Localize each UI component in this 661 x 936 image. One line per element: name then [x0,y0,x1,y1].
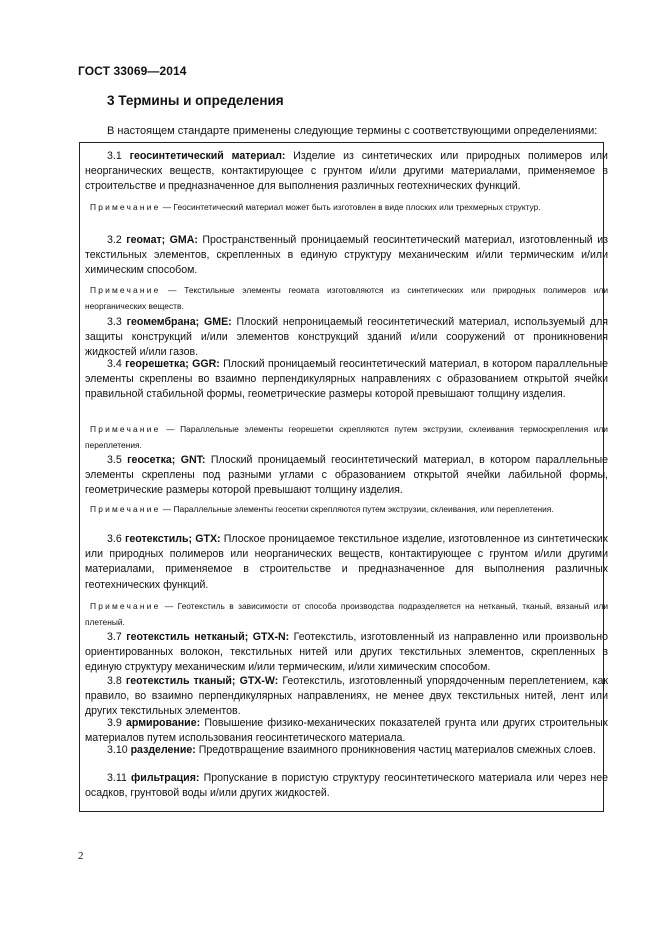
note-3-2 [85,283,608,314]
term-3-10 [85,743,608,758]
term-number: 3.9 [107,717,122,729]
term-name: армирование: [126,717,201,729]
term-number: 3.3 [107,316,122,328]
note-3-6 [85,599,608,630]
term-definition: Плоское проницаемое текстильное изделие, изготовленное из синтетических или природных полимеров или неорганических веществ, контактирующее с грунтом и/или другими материалами, применяемое в строительстве и предназначенное для выполнения различных геотехнических функций. [85,533,608,591]
term-number: 3.8 [107,675,122,687]
term-definition: Изделие из синтетических или природных полимеров или неорганических веществ, контактирующее с грунтом и/или другими материалами, применяемое в строительстве и предназначенное для выполнения различных геотехнических функций. [85,150,608,193]
term-3-9 [85,716,608,746]
term-name: геотекстиль нетканый; GTX-N: [126,631,290,643]
term-number: 3.4 [107,358,122,370]
term-name: геомат; GMA: [126,234,198,246]
term-definition: Геотекстиль, изготовленный из направленно или произвольно ориентированных волокон, текстильных нитей или других текстильных элементов, скрепленных в единую структуру механическим и/или термическим, и/или химическим способом. [85,631,609,674]
note-text: — Текстильные элементы геомата изготовляются из синтетических или природных полимеров или неорганических веществ. [85,285,608,311]
term-definition: Предотвращение взаимного проникновения частиц материалов смежных слоев. [195,744,596,756]
note-3-1 [85,200,608,216]
term-3-7 [85,630,608,676]
note-text: — Геотекстиль в зависимости от способа производства подразделяется на нетканый, тканый, вязаный или плетеный. [85,601,608,627]
term-definition: Пространственный проницаемый геосинтетический материал, изготовленный из текстильных элементов, скрепленных в единую структуру механическим и/или термическим и/или химическим способом. [85,234,608,277]
term-number: 3.2 [107,234,122,246]
term-3-5 [85,453,608,499]
term-number: 3.10 [107,744,128,756]
page-number: 2 [78,850,84,862]
term-name: геосинтетический материал: [129,150,286,162]
term-definition: Плоский проницаемый геосинтетический материал, в котором параллельные элементы скреплены во взаимно перпендикулярных направлениях с образованием открытой ячейки правильной стабильной формы, геометрические размеры которой превышают толщину изделия. [85,358,609,401]
note-label: Примечание [90,601,161,611]
term-name: геотекстиль; GTX: [124,533,221,545]
term-3-1 [85,149,608,195]
note-label: Примечание [90,202,161,212]
term-3-8 [85,674,608,720]
term-definition: Геотекстиль, изготовленный упорядоченным переплетением, как правило, во взаимно перпендикулярных направлениях, не менее двух текстильных нитей, лент или других текстильных элементов. [85,675,608,718]
section-title: 3 Термины и определения [107,93,284,108]
term-3-2 [85,233,608,279]
term-number: 3.6 [107,533,122,545]
term-number: 3.1 [107,150,122,162]
intro-paragraph: В настоящем стандарте применены следующие термины с соответствующими определениями: [107,125,598,137]
term-definition: Плоский проницаемый геосинтетический материал, в котором параллельные элементы скреплены под разными углами с образованием открытой ячейки лабильной формы, геометрические размеры которой превышают толщину изделия. [85,454,608,497]
note-label: Примечание [90,424,161,434]
term-3-6 [85,532,608,593]
term-name: геотекстиль тканый; GTX-W: [125,675,279,687]
term-name: фильтрация: [131,772,200,784]
term-3-4 [85,357,608,403]
note-text: — Параллельные элементы геосетки скрепляются путем экструзии, склеивания, или переплетения. [160,504,554,514]
term-name: геосетка; GNT: [127,454,206,466]
term-name: геомембрана; GME: [126,316,232,328]
note-text: — Геосинтетический материал может быть изготовлен в виде плоских или трехмерных структур. [160,202,541,212]
term-definition: Плоский непроницаемый геосинтетический материал, используемый для защиты конструкций и/или элементов конструкций зданий и/или сооружений от проникновения жидкостей и/или газов. [85,316,608,359]
note-3-4 [85,422,608,453]
document-header: ГОСТ 33069—2014 [78,64,187,78]
term-number: 3.11 [107,772,127,784]
term-3-11 [85,771,608,801]
note-label: Примечание [90,285,161,295]
term-definition: Повышение физико-механических показателей грунта или других строительных материалов путем использования геосинтетического материала. [85,717,608,745]
term-3-3 [85,315,608,361]
note-label: Примечание [90,504,161,514]
term-name: георешетка; GGR: [125,358,220,370]
term-name: разделение: [130,744,196,756]
term-number: 3.5 [107,454,122,466]
term-number: 3.7 [107,631,122,643]
note-3-5 [85,502,608,518]
term-definition: Пропускание в пористую структуру геосинтетического материала или через нее осадков, грунтовой воды и/или других жидкостей. [85,772,608,800]
note-text: — Параллельные элементы георешетки скрепляются путем экструзии, склеивания термоскрепления или переплетения. [85,424,608,450]
